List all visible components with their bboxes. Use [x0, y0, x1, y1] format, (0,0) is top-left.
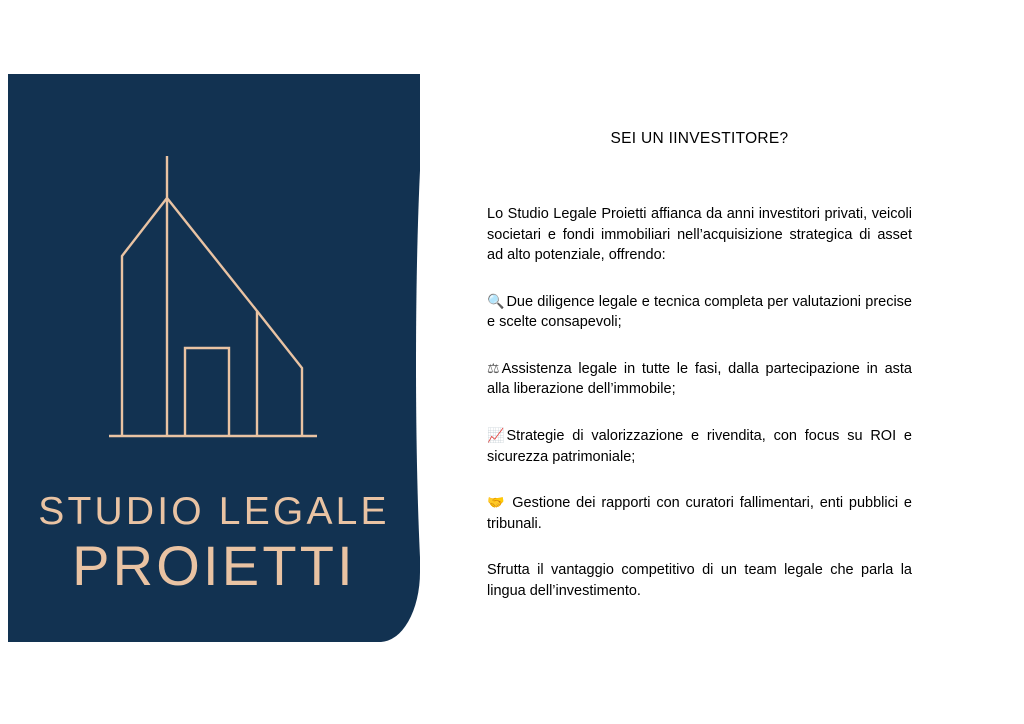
closing-paragraph: Sfrutta il vantaggio competitivo di un team legale che parla la lingua dell’investimento.: [487, 562, 912, 599]
logo-wordmark: [8, 492, 420, 597]
bullet-text-1: Due diligence legale e tecnica completa per valutazioni precise e scelte consapevoli;: [487, 293, 912, 331]
bullet-item-2: [487, 359, 912, 400]
bullet-item-3: [487, 426, 912, 467]
handshake-icon: 🤝: [487, 494, 505, 511]
logo-line-2: PROIETTI: [72, 533, 356, 597]
bullet-item-1: [487, 292, 912, 333]
bullet-text-4: Gestione dei rapporti con curatori fallimentari, enti pubblici e tribunali.: [487, 495, 912, 532]
balance-scale-icon: ⚖: [487, 359, 500, 376]
bullet-text-2: Assistenza legale in tutte le fasi, dalla partecipazione in asta alla liberazione dell’immobile;: [487, 360, 912, 398]
bullet-item-4: [487, 493, 912, 534]
house-outline-mark: [89, 136, 339, 466]
logo-line-1: STUDIO LEGALE: [38, 490, 390, 533]
magnifier-icon: 🔍: [487, 292, 505, 309]
logo-panel: [8, 74, 420, 642]
content-column: [487, 130, 912, 602]
bullet-text-3: Strategie di valorizzazione e rivendita, con focus su ROI e sicurezza patrimoniale;: [487, 428, 912, 465]
page-title: SEI UN IINVESTITORE?: [610, 130, 789, 147]
intro-paragraph: Lo Studio Legale Proietti affianca da anni investitori privati, veicoli societari e fondi immobiliari nell’acquisizione strategica di asset ad alto potenziale, offrendo:: [487, 206, 912, 264]
chart-increasing-icon: 📈: [487, 427, 505, 444]
